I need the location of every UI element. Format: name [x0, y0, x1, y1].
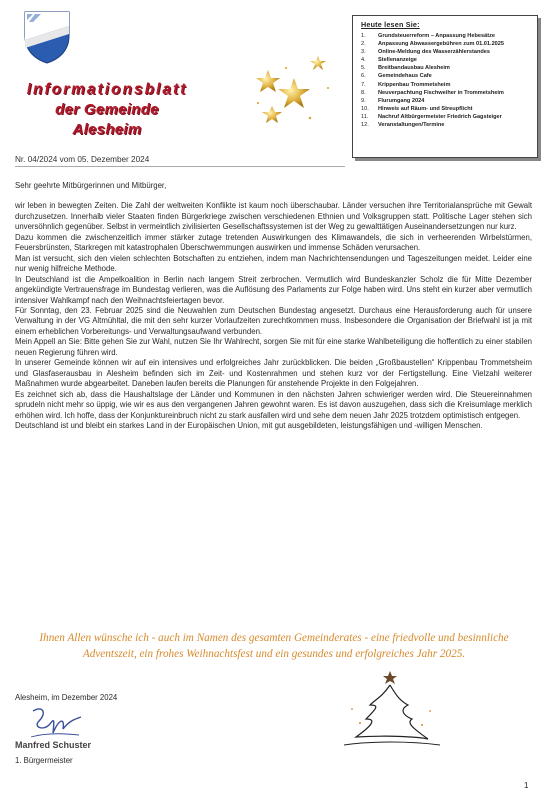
- toc-item-number: 8.: [361, 89, 366, 96]
- toc-item-number: 10.: [361, 105, 369, 112]
- toc-item: [361, 81, 537, 89]
- paragraph: In Deutschland ist die Ampelkoalition in Berlin nach langem Streit zerbrochen. Vermutlich wird Bundeskanzler Scholz die für Mitte Dezember angekündigte Vertrauensfrage im Bundestag verlieren, was die Auflösung des Parlaments zur Folge haben wird. Uns steht ein kurzer aber vermutlich intensiver Wahlkampf nach den Weihnachtsfeiertagen bevor.: [15, 274, 532, 305]
- title-line-2: der Gemeinde Alesheim: [55, 101, 159, 138]
- paragraph: Man ist versucht, sich den vielen schlechten Botschaften zu entziehen, indem man Nachrichtensendungen und Tageszeitungen meidet. Leider eine nur wenig hilfreiche Methode.: [15, 253, 532, 274]
- municipal-crest-icon: [23, 10, 71, 64]
- toc-item: [361, 121, 537, 129]
- toc-item-number: 3.: [361, 49, 366, 56]
- toc-item: [361, 48, 537, 56]
- toc-item-text: Anpassung Abwassergebühren zum 01.01.2025: [378, 41, 505, 48]
- toc-item: [361, 56, 537, 64]
- newsletter-title: [22, 80, 192, 140]
- toc-item-number: 2.: [361, 41, 366, 48]
- toc-item-number: 12.: [361, 122, 369, 129]
- christmas-tree-icon: [330, 665, 450, 755]
- christmas-stars-icon: [250, 48, 345, 143]
- letter-body: [15, 181, 532, 431]
- toc-item-text: Nachruf Altbürgermeister Friedrich Gagsteiger: [378, 113, 502, 120]
- toc-item-text: Grundsteuerreform – Anpassung Hebesätze: [378, 33, 495, 39]
- toc-item-text: Breitbandausbau Alesheim: [378, 65, 450, 72]
- toc-item: [361, 64, 537, 72]
- toc-item-text: Veranstaltungen/Termine: [378, 122, 445, 129]
- toc-item-number: 4.: [361, 57, 366, 64]
- toc-heading: Heute lesen Sie:: [361, 20, 420, 29]
- greeting: Sehr geehrte Mitbürgerinnen und Mitbürger,: [15, 181, 167, 190]
- toc-item-text: Krippenbau Trommetsheim: [378, 81, 451, 88]
- toc-item-number: 1.: [361, 33, 366, 39]
- toc-item-number: 5.: [361, 65, 366, 72]
- toc-item-number: 9.: [361, 97, 366, 104]
- signer-name: Manfred Schuster: [15, 740, 92, 750]
- page-number: 1: [524, 781, 529, 790]
- signature-icon: [25, 703, 85, 745]
- toc-item: [361, 97, 537, 105]
- toc-item-text: Flurumgang 2024: [378, 97, 425, 104]
- toc-item-number: 11.: [361, 113, 369, 120]
- paragraph: Es zeichnet sich ab, dass die Haushaltslage der Länder und Kommunen in den nächsten Jahren schwieriger werden wird. Die Steuereinnahmen sprudeln nicht mehr so üppig, wie wir es aus den vergangenen Jahren gewohnt waren. Es ist davon auszugehen, dass sich die Kreisumlage merklich erhöhen wird. Ich hoffe, dass der Konjunktureinbruch nicht zu stark ausfallen wird und sehe dem neuen Jahr 2025 trotzdem optimistisch entgegen.: [15, 389, 532, 420]
- toc-item: [361, 113, 537, 121]
- toc-item-number: 6.: [361, 73, 366, 80]
- place-date: Alesheim, im Dezember 2024: [15, 693, 118, 702]
- toc-item-text: Neuverpachtung Fischweiher in Trommetsheim: [378, 89, 504, 96]
- divider: [15, 166, 345, 167]
- paragraph: In unserer Gemeinde können wir auf ein intensives und erfolgreiches Jahr zurückblicken. Die beiden „Großbaustellen“ Krippenbau Trommetsheim und Glasfaserausbau in Alesheim befinden sich im Zeit- und Kostenrahmen und stehen kurz vor der Fertigstellung. Eine Vielzahl weiterer Maßnahmen wurde abgearbeitet. Daneben laufen bereits die Planungen für anstehende Projekte in den Folgejahren.: [15, 358, 532, 389]
- toc-item: [361, 40, 537, 48]
- toc-item-text: Gemeindehaus Cafe: [378, 73, 432, 80]
- paragraph: Für Sonntag, den 23. Februar 2025 sind die Neuwahlen zum Deutschen Bundestag angesetzt. Durchaus eine Herausforderung auch für unsere Verwaltung in der VG Altmühltal, die mit den sehr kurzer Vorlaufzeiten zurechtkommen muss. Insbesondere die Organisation der Briefwahl ist ja mit einem erheblichen Vorbereitungs- und Verwaltungsaufwand verbunden.: [15, 305, 532, 336]
- paragraph: Mein Appell an Sie: Bitte gehen Sie zur Wahl, nutzen Sie Ihr Wahlrecht, sorgen Sie mit für eine starke Wahlbeteiligung die hoffentlich zu einer stabilen neuen Regierung führen wird.: [15, 337, 532, 357]
- signer-role: 1. Bürgermeister: [15, 756, 73, 765]
- toc-item-text: Hinweis auf Räum- und Streupflicht: [378, 105, 473, 112]
- paragraph: wir leben in bewegten Zeiten. Die Zahl der weltweiten Konflikte ist kaum noch überschaubar. Länder versuchen ihre Territorialansprüche mit Gewalt durchzusetzen. Innerhalb vieler Staaten finden Bürgerkriege zwischen verschiedenen Ethnien und Volksgruppen statt. Politische Lager stehen sich unversöhnlich gegenüber. Selbst in vermeintlich zivilisierten Gesellschaftssystemen ist der Weg zu gewalttätigen Auseinandersetzungen nur kurz.: [15, 201, 532, 232]
- toc-item-text: Stellenanzeige: [378, 57, 417, 64]
- toc-list: [353, 32, 537, 129]
- paragraph: Dazu kommen die zwischenzeitlich immer stärker zutage tretenden Auswirkungen des Klimawandels, die sich in verheerenden Wirbelstürmen, Feuersbrünsten, Starkregen mit katastrophalen Überschwemmungen auswirken und immense Schäden verursachen.: [15, 232, 532, 253]
- toc-item: [361, 72, 537, 80]
- table-of-contents: [352, 15, 538, 158]
- toc-item: [361, 32, 537, 40]
- toc-item: [361, 105, 537, 113]
- toc-item: [361, 89, 537, 97]
- paragraph: Deutschland ist und bleibt ein starkes Land in der Europäischen Union, mit gut ausgebildeten, leistungsfähigen und -willigen Menschen.: [15, 420, 483, 430]
- toc-item-number: 7.: [361, 81, 366, 88]
- christmas-wish: Ihnen Allen wünsche ich - auch im Namen des gesamten Gemeinderates - eine friedvolle und besinnliche Adventszeit, ein frohes Weihnachtsfest und ein gesundes und erfolgreiches Jahr 2025.: [39, 632, 509, 660]
- title-line-1: Informationsblatt: [26, 81, 188, 98]
- toc-item-text: Online-Meldung des Wasserzählerstandes: [378, 49, 491, 56]
- issue-line: Nr. 04/2024 vom 05. Dezember 2024: [15, 155, 150, 164]
